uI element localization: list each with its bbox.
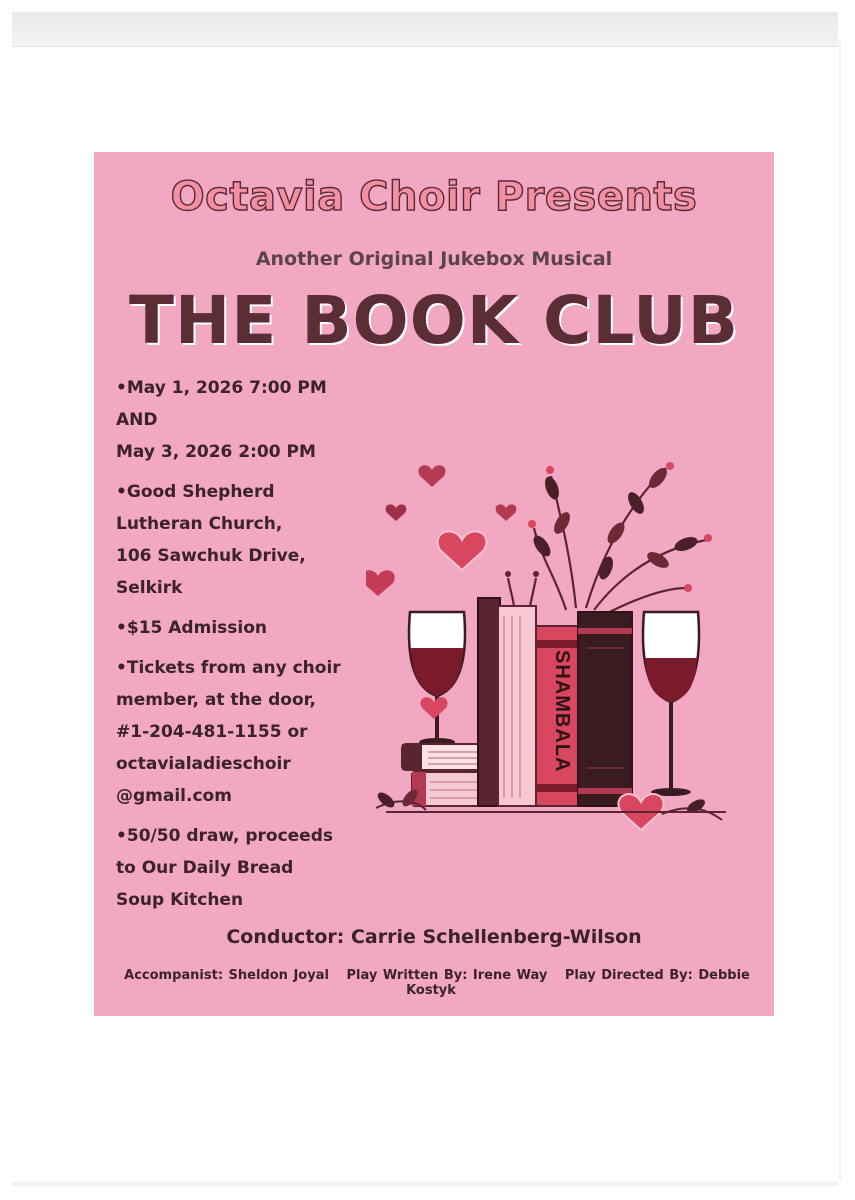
- detail-line: #1-204-481-1155 or: [116, 722, 308, 742]
- conductor-credit: Conductor: Carrie Schellenberg-Wilson: [226, 926, 642, 948]
- book-spine-text: SHAMBALA: [551, 650, 573, 773]
- detail-line: May 3, 2026 2:00 PM: [116, 442, 316, 462]
- writer-credit: Play Written By: Irene Way: [346, 968, 548, 983]
- page-title: THE BOOK CLUB: [129, 282, 739, 359]
- detail-line: Soup Kitchen: [116, 890, 244, 910]
- detail-line: to Our Daily Bread: [116, 858, 294, 878]
- detail-line: • Tickets from any choir: [116, 652, 366, 684]
- production-credits: [94, 968, 774, 998]
- books-wine-hearts-illustration: [366, 448, 746, 848]
- admission-info: [116, 612, 366, 644]
- plant-leaves: [505, 462, 712, 592]
- director-credit: Play Directed By: Debbie Kostyk: [406, 968, 750, 998]
- detail-line: • 50/50 draw, proceeds: [116, 820, 366, 852]
- scan-border-bottom: [12, 1182, 838, 1186]
- detail-line: • Good Shepherd: [116, 476, 366, 508]
- heart-icon: [496, 504, 517, 521]
- heart-icon: [438, 531, 487, 570]
- wine-glass-left: [409, 612, 465, 746]
- heart-icon: [386, 504, 407, 521]
- presents-heading: Octavia Choir Presents: [170, 174, 698, 220]
- detail-line: Lutheran Church,: [116, 514, 283, 534]
- draw-info: [116, 820, 366, 916]
- detail-line: 106 Sawchuk Drive,: [116, 546, 306, 566]
- heart-icon: [418, 465, 445, 487]
- detail-line: @gmail.com: [116, 786, 232, 806]
- accompanist-credit: Accompanist: Sheldon Joyal: [124, 968, 329, 983]
- floating-hearts: [366, 465, 516, 596]
- date-info: [116, 372, 366, 468]
- scan-border-right: [839, 40, 841, 1180]
- scan-border-top: [12, 12, 838, 47]
- heart-icon: [420, 697, 447, 719]
- subtitle: Another Original Jukebox Musical: [255, 248, 613, 270]
- heart-icon: [366, 570, 395, 596]
- detail-line: AND: [116, 410, 158, 430]
- detail-line: • May 1, 2026 7:00 PM: [116, 372, 366, 404]
- poster: [94, 152, 774, 1016]
- detail-line: octavialadieschoir: [116, 754, 291, 774]
- detail-line: member, at the door,: [116, 690, 316, 710]
- wine-glass-right: [643, 612, 699, 796]
- detail-line: Selkirk: [116, 578, 183, 598]
- tickets-info: [116, 652, 366, 812]
- detail-line: • $15 Admission: [116, 612, 366, 644]
- event-details: [116, 372, 366, 924]
- location-info: [116, 476, 366, 604]
